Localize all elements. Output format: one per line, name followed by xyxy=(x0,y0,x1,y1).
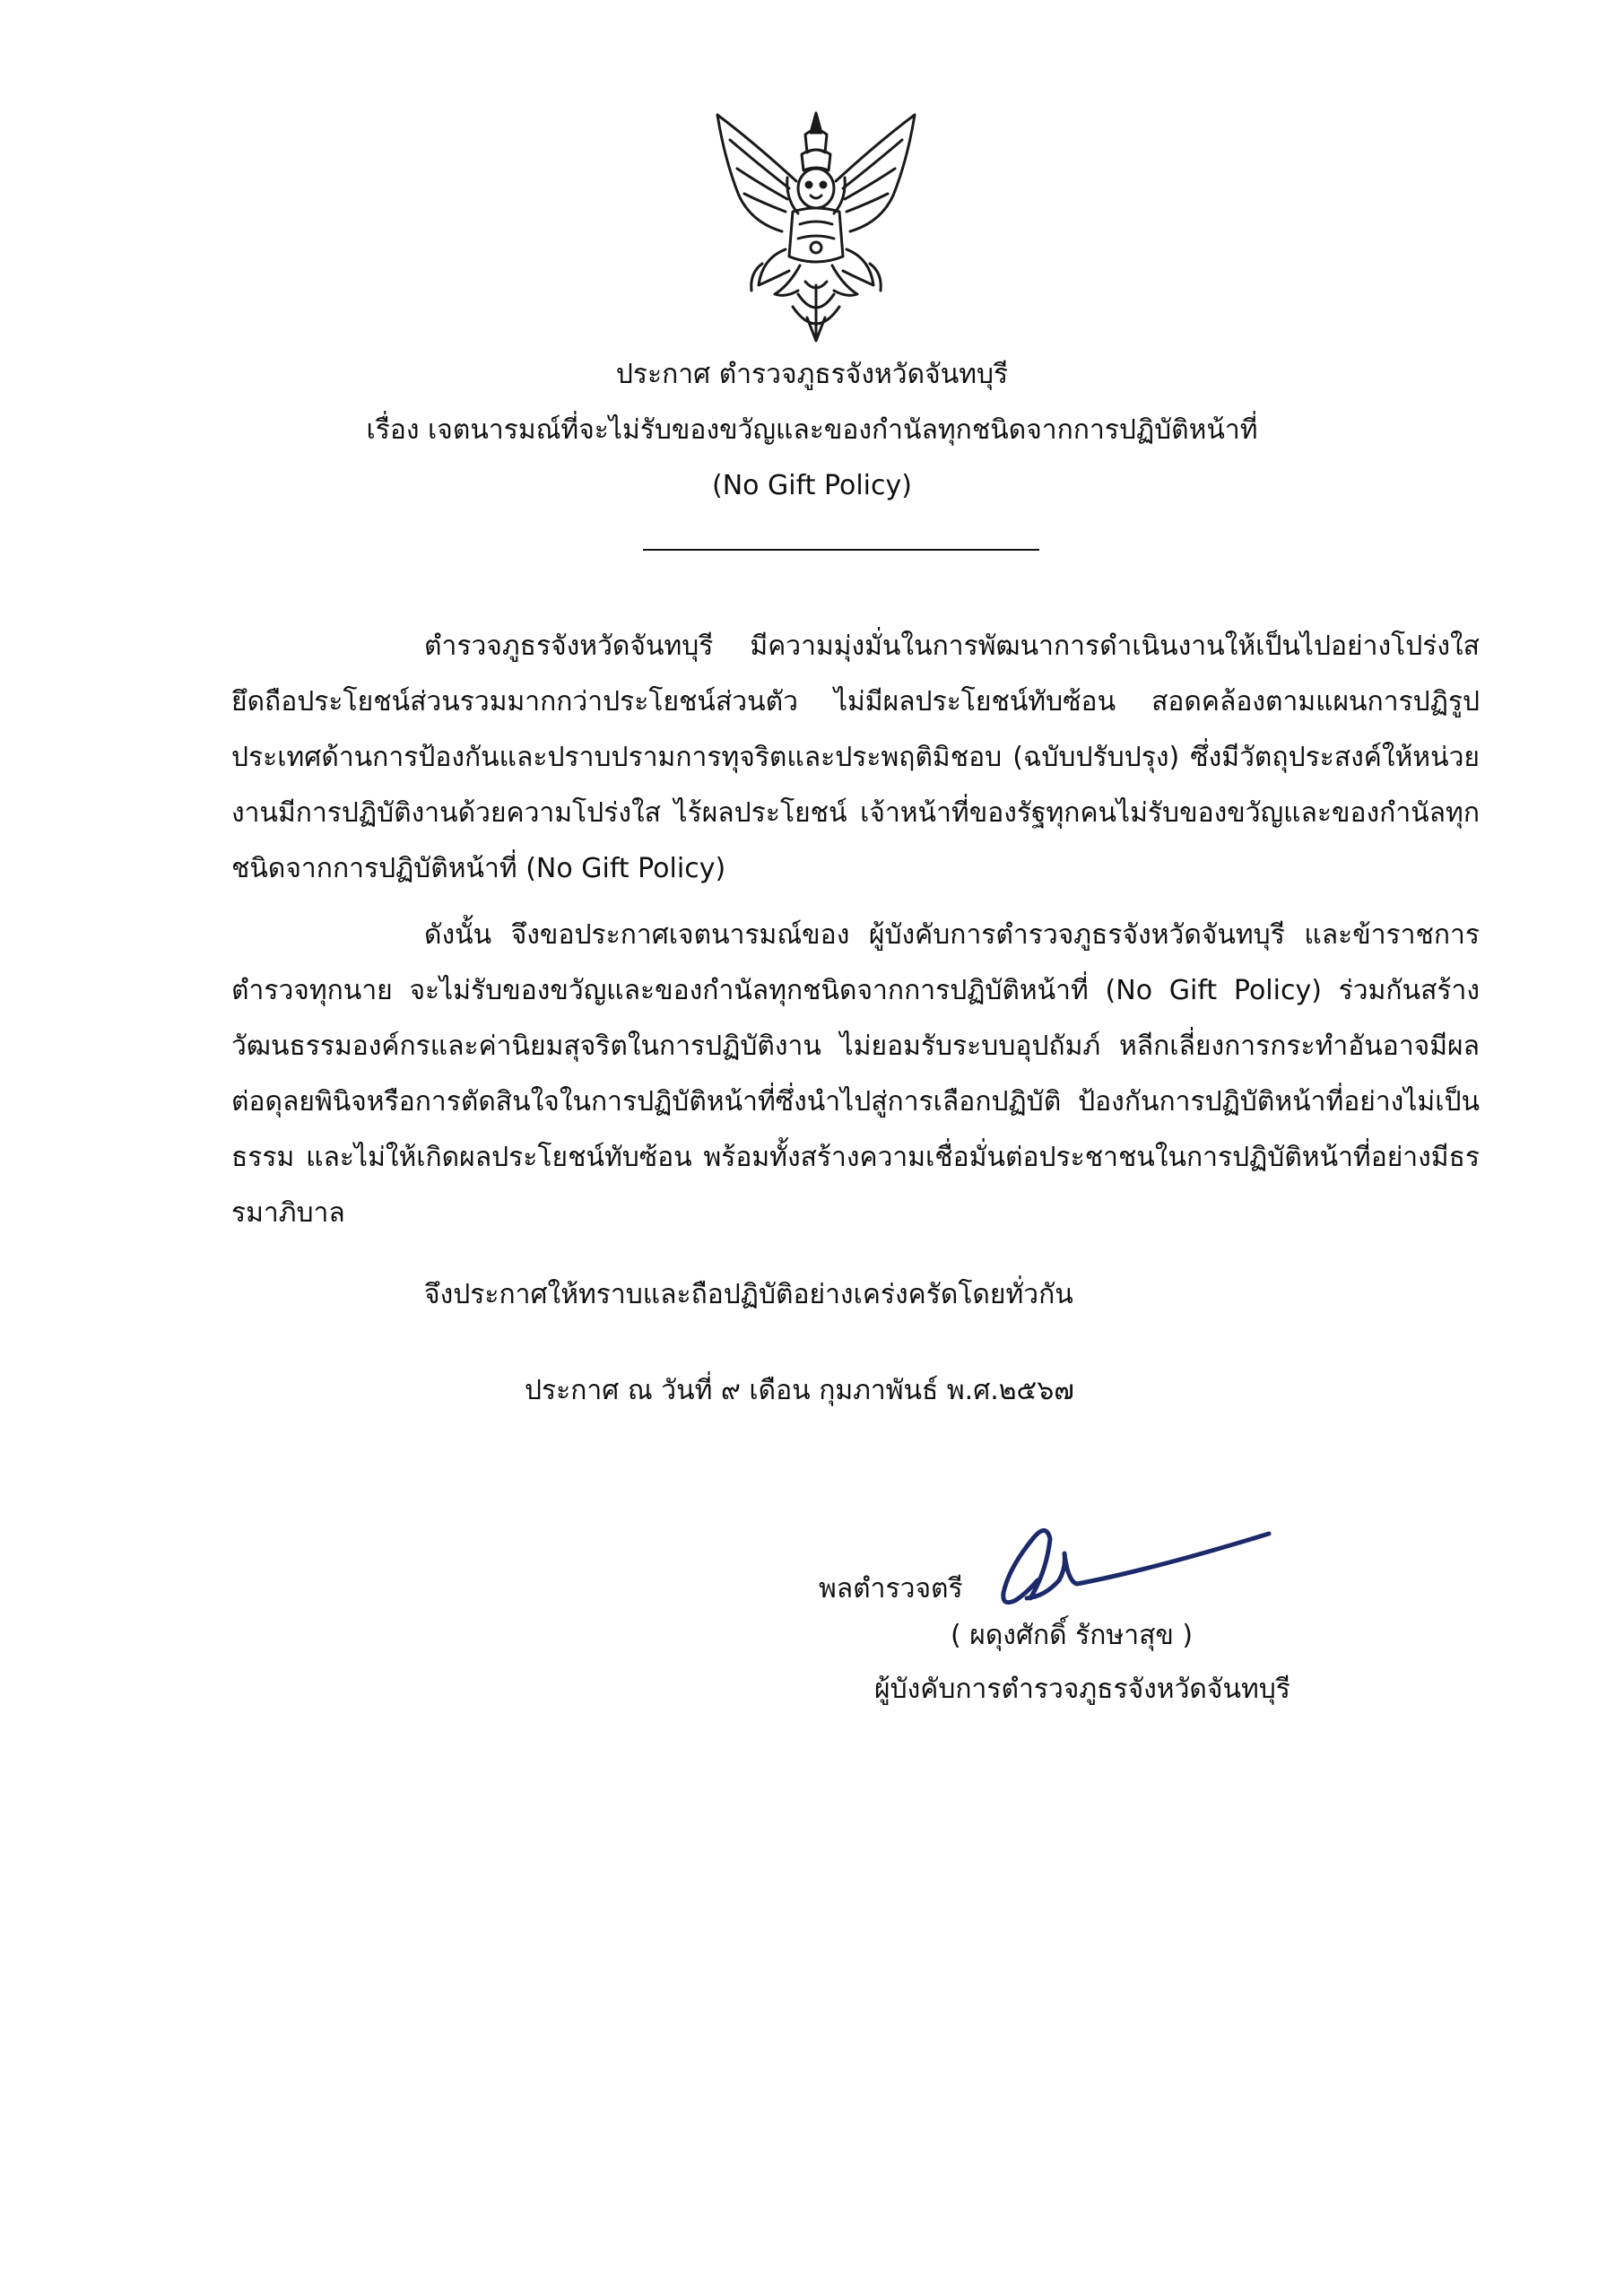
announcement-date: ประกาศ ณ วันที่ ๙ เดือน กุมภาพันธ์ พ.ศ.๒๕๖๗ xyxy=(525,1375,1074,1406)
paragraph-text: ตำรวจภูธรจังหวัดจันทบุรี มีความมุ่งมั่นในการพัฒนาการดำเนินงานให้เป็นไปอย่างโปร่งใส ยึดถือประโยชน์ส่วนรวมมากกว่าประโยชน์ส่วนตัว ไม่มีผลประโยชน์ทับซ้อน สอดคล้องตามแผนการปฏิรูปประเทศด้านการป้องกันและปราบปรามการทุจริตและประพฤติมิชอบ (ฉบับปรับปรุง) ซึ่งมีวัตถุประสงค์ให้หน่วยงานมีการปฏิบัติงานด้วยความโปร่งใส ไร้ผลประโยชน์ เจ้าหน้าที่ของรัฐทุกคนไม่รับของขวัญและของกำนัลทุกชนิดจากการปฏิบัติหน้าที่ (No Gift Policy) xyxy=(231,631,1480,884)
garuda-emblem-icon xyxy=(699,106,933,348)
signer-rank: พลตำรวจตรี xyxy=(819,1573,963,1605)
announcement-header xyxy=(0,352,1624,509)
header-issuer: ประกาศ ตำรวจภูธรจังหวัดจันทบุรี xyxy=(615,359,1009,390)
paragraph-text: ดังนั้น จึงขอประกาศเจตนารมณ์ของ ผู้บังคับการตำรวจภูธรจังหวัดจันทบุรี และข้าราชการตำรวจทุกนาย จะไม่รับของขวัญและของกำนัลทุกชนิดจากการปฏิบัติหน้าที่ (No Gift Policy) ร่วมกันสร้างวัฒนธรรมองค์กรและค่านิยมสุจริตในการปฏิบัติงาน ไม่ยอมรับระบบอุปถัมภ์ หลีกเลี่ยงการกระทำอันอาจมีผลต่อดุลยพินิจหรือการตัดสินใจในการปฏิบัติหน้าที่ซึ่งนำไปสู่การเลือกปฏิบัติ ป้องกันการปฏิบัติหน้าที่อย่างไม่เป็นธรรม และไม่ให้เกิดผลประโยชน์ทับซ้อน พร้อมทั้งสร้างความเชื่อมั่นต่อประชาชนในการปฏิบัติหน้าที่อย่างมีธรรมาภิบาล xyxy=(231,919,1480,1229)
handwritten-signature-icon xyxy=(991,1518,1278,1616)
header-subject: เรื่อง เจตนารมณ์ที่จะไม่รับของขวัญและของกำนัลทุกชนิดจากการปฏิบัติหน้าที่ xyxy=(366,414,1258,446)
signer-position: ผู้บังคับการตำรวจภูธรจังหวัดจันทบุรี xyxy=(874,1674,1290,1705)
signer-name: ( ผดุงศักดิ์ รักษาสุข ) xyxy=(951,1620,1194,1651)
body-paragraph-2 xyxy=(231,908,1480,1241)
header-subtitle: (No Gift Policy) xyxy=(712,470,912,501)
header-divider xyxy=(643,549,1039,551)
closing-statement: จึงประกาศให้ทราบและถือปฏิบัติอย่างเคร่งครัดโดยทั่วกัน xyxy=(424,1279,1073,1310)
body-paragraph-1 xyxy=(231,619,1480,897)
